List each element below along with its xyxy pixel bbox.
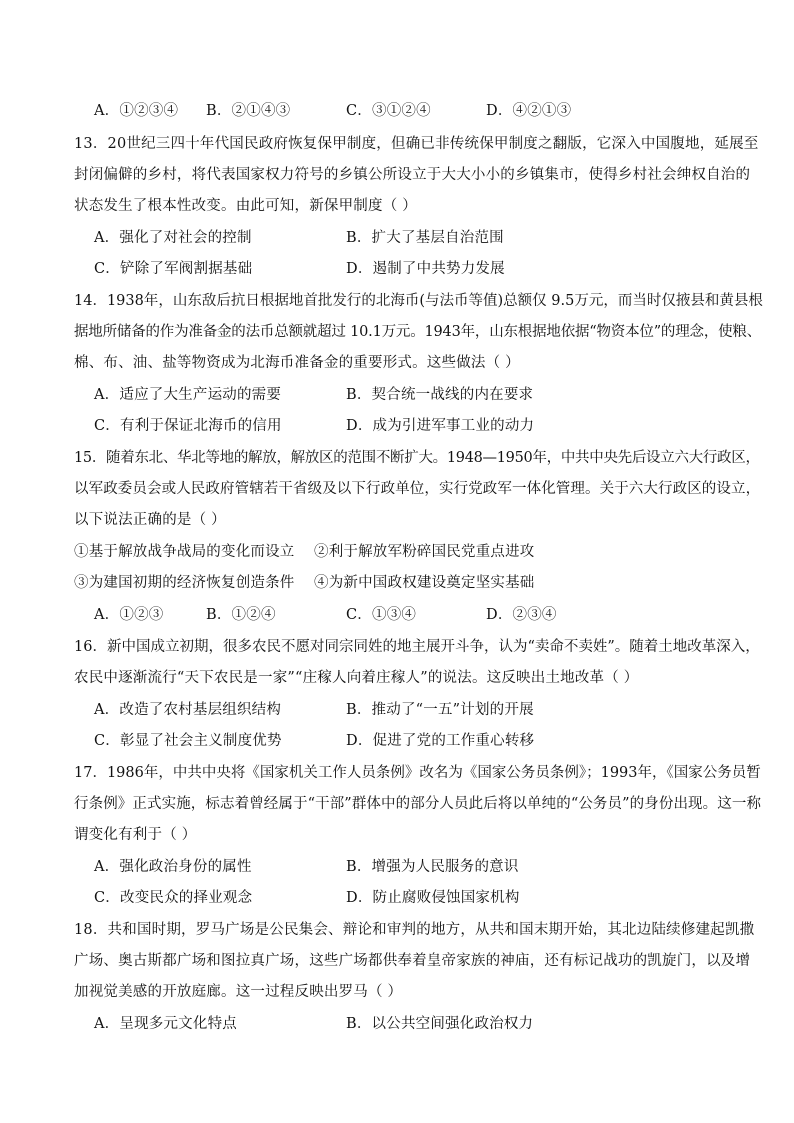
q15-option-b: B．①②④	[206, 607, 276, 623]
q18-stem-line: 加视觉美感的开放庭廊。这一过程反映出罗马（ ）	[74, 984, 403, 1000]
q17-option-a: A．强化政治身份的属性	[94, 859, 252, 875]
q14-option-c: C．有利于保证北海币的信用	[94, 418, 282, 434]
q13-stem-line: 13．20世纪三四十年代国民政府恢复保甲制度，但确已非传统保甲制度之翻版，它深入中国腹地，延展至	[74, 136, 759, 152]
q17-option-d: D．防止腐败侵蚀国家机构	[346, 890, 520, 906]
q13-option-c: C．铲除了军阀割据基础	[94, 261, 253, 277]
q13-option-a: A．强化了对社会的控制	[94, 230, 252, 246]
q15-stem-line: 15．随着东北、华北等地的解放，解放区的范围不断扩大。1948—1950年，中共中央先后设立六大行政区，	[74, 450, 760, 466]
q17-option-b: B．增强为人民服务的意识	[346, 859, 519, 875]
option-c: C．③①②④	[346, 103, 431, 119]
q14-option-a: A．适应了大生产运动的需要	[94, 387, 282, 403]
q14-stem-line: 据地所储备的作为准备金的法币总额就超过 10.1万元。1943年，山东根据地依据“物资本位”的理念，使粮、	[74, 324, 762, 340]
q16-option-c: C．彰显了社会主义制度优势	[94, 733, 282, 749]
q18-option-b: B．以公共空间强化政治权力	[346, 1016, 534, 1032]
q14-stem-line: 14．1938年，山东敌后抗日根据地首批发行的北海币(与法币等值)总额仅 9.5万元，而当时仅掖县和黄县根	[74, 293, 763, 309]
q14-stem-line: 棉、布、油、盐等物资成为北海币准备金的重要形式。这些做法（ ）	[74, 355, 520, 371]
q13-option-b: B．扩大了基层自治范围	[346, 230, 504, 246]
q13-stem-line: 封闭偏僻的乡村，将代表国家权力符号的乡镇公所设立于大大小小的乡镇集市，使得乡村社会绅权自治的	[74, 167, 751, 183]
q17-stem-line: 行条例》正式实施，标志着曾经属于“干部”群体中的部分人员此后将以单纯的“公务员”的身份出现。这一称	[74, 796, 762, 812]
q15-statement-3: ③为建国初期的经济恢复创造条件	[74, 575, 295, 591]
q13-option-d: D．遏制了中共势力发展	[346, 261, 505, 277]
q16-option-b: B．推动了“一五”计划的开展	[346, 702, 534, 718]
q15-stem-line: 以军政委员会或人民政府管辖若干省级及以下行政单位，实行党政军一体化管理。关于六大行政区的设立，	[74, 481, 761, 497]
q15-statement-4: ④为新中国政权建设奠定坚实基础	[314, 575, 535, 591]
q17-stem-line: 谓变化有利于（ ）	[74, 827, 197, 843]
option-d: D．④②①③	[486, 103, 572, 119]
q18-stem-line: 18．共和国时期，罗马广场是公民集会、辩论和审判的地方，从共和国末期开始，其北边陆续修建起凯撒	[74, 922, 755, 938]
q18-stem-line: 广场、奥古斯都广场和图拉真广场，这些广场都供奉着皇帝家族的神庙，还有标记战功的凯旋门，以及增	[74, 953, 751, 969]
q18-option-a: A．呈现多元文化特点	[94, 1016, 237, 1032]
q16-option-d: D．促进了党的工作重心转移	[346, 733, 535, 749]
q16-stem-line: 16．新中国成立初期，很多农民不愿对同宗同姓的地主展开斗争，认为“卖命不卖姓”。随着土地改革深入，	[74, 639, 760, 655]
option-a: A．①②③④	[94, 103, 179, 119]
q16-option-a: A．改造了农村基层组织结构	[94, 702, 282, 718]
q15-statement-2: ②利于解放军粉碎国民党重点进攻	[314, 544, 535, 560]
q15-statement-1: ①基于解放战争战局的变化而设立	[74, 544, 295, 560]
q15-stem-line: 以下说法正确的是（ ）	[74, 512, 226, 528]
q15-option-d: D．②③④	[486, 607, 557, 623]
q15-option-a: A．①②③	[94, 607, 164, 623]
q16-stem-line: 农民中逐渐流行“天下农民是一家”“庄稼人向着庄稼人”的说法。这反映出土地改革（ ）	[74, 670, 639, 686]
option-b: B．②①④③	[206, 103, 291, 119]
q14-option-d: D．成为引进军事工业的动力	[346, 418, 535, 434]
q15-option-c: C．①③④	[346, 607, 417, 623]
q17-stem-line: 17．1986年，中共中央将《国家机关工作人员条例》改名为《国家公务员条例》；1993年，《国家公务员暂	[74, 765, 761, 781]
q14-option-b: B．契合统一战线的内在要求	[346, 387, 534, 403]
q13-stem-line: 状态发生了根本性改变。由此可知，新保甲制度（ ）	[74, 198, 417, 214]
q17-option-c: C．改变民众的择业观念	[94, 890, 253, 906]
